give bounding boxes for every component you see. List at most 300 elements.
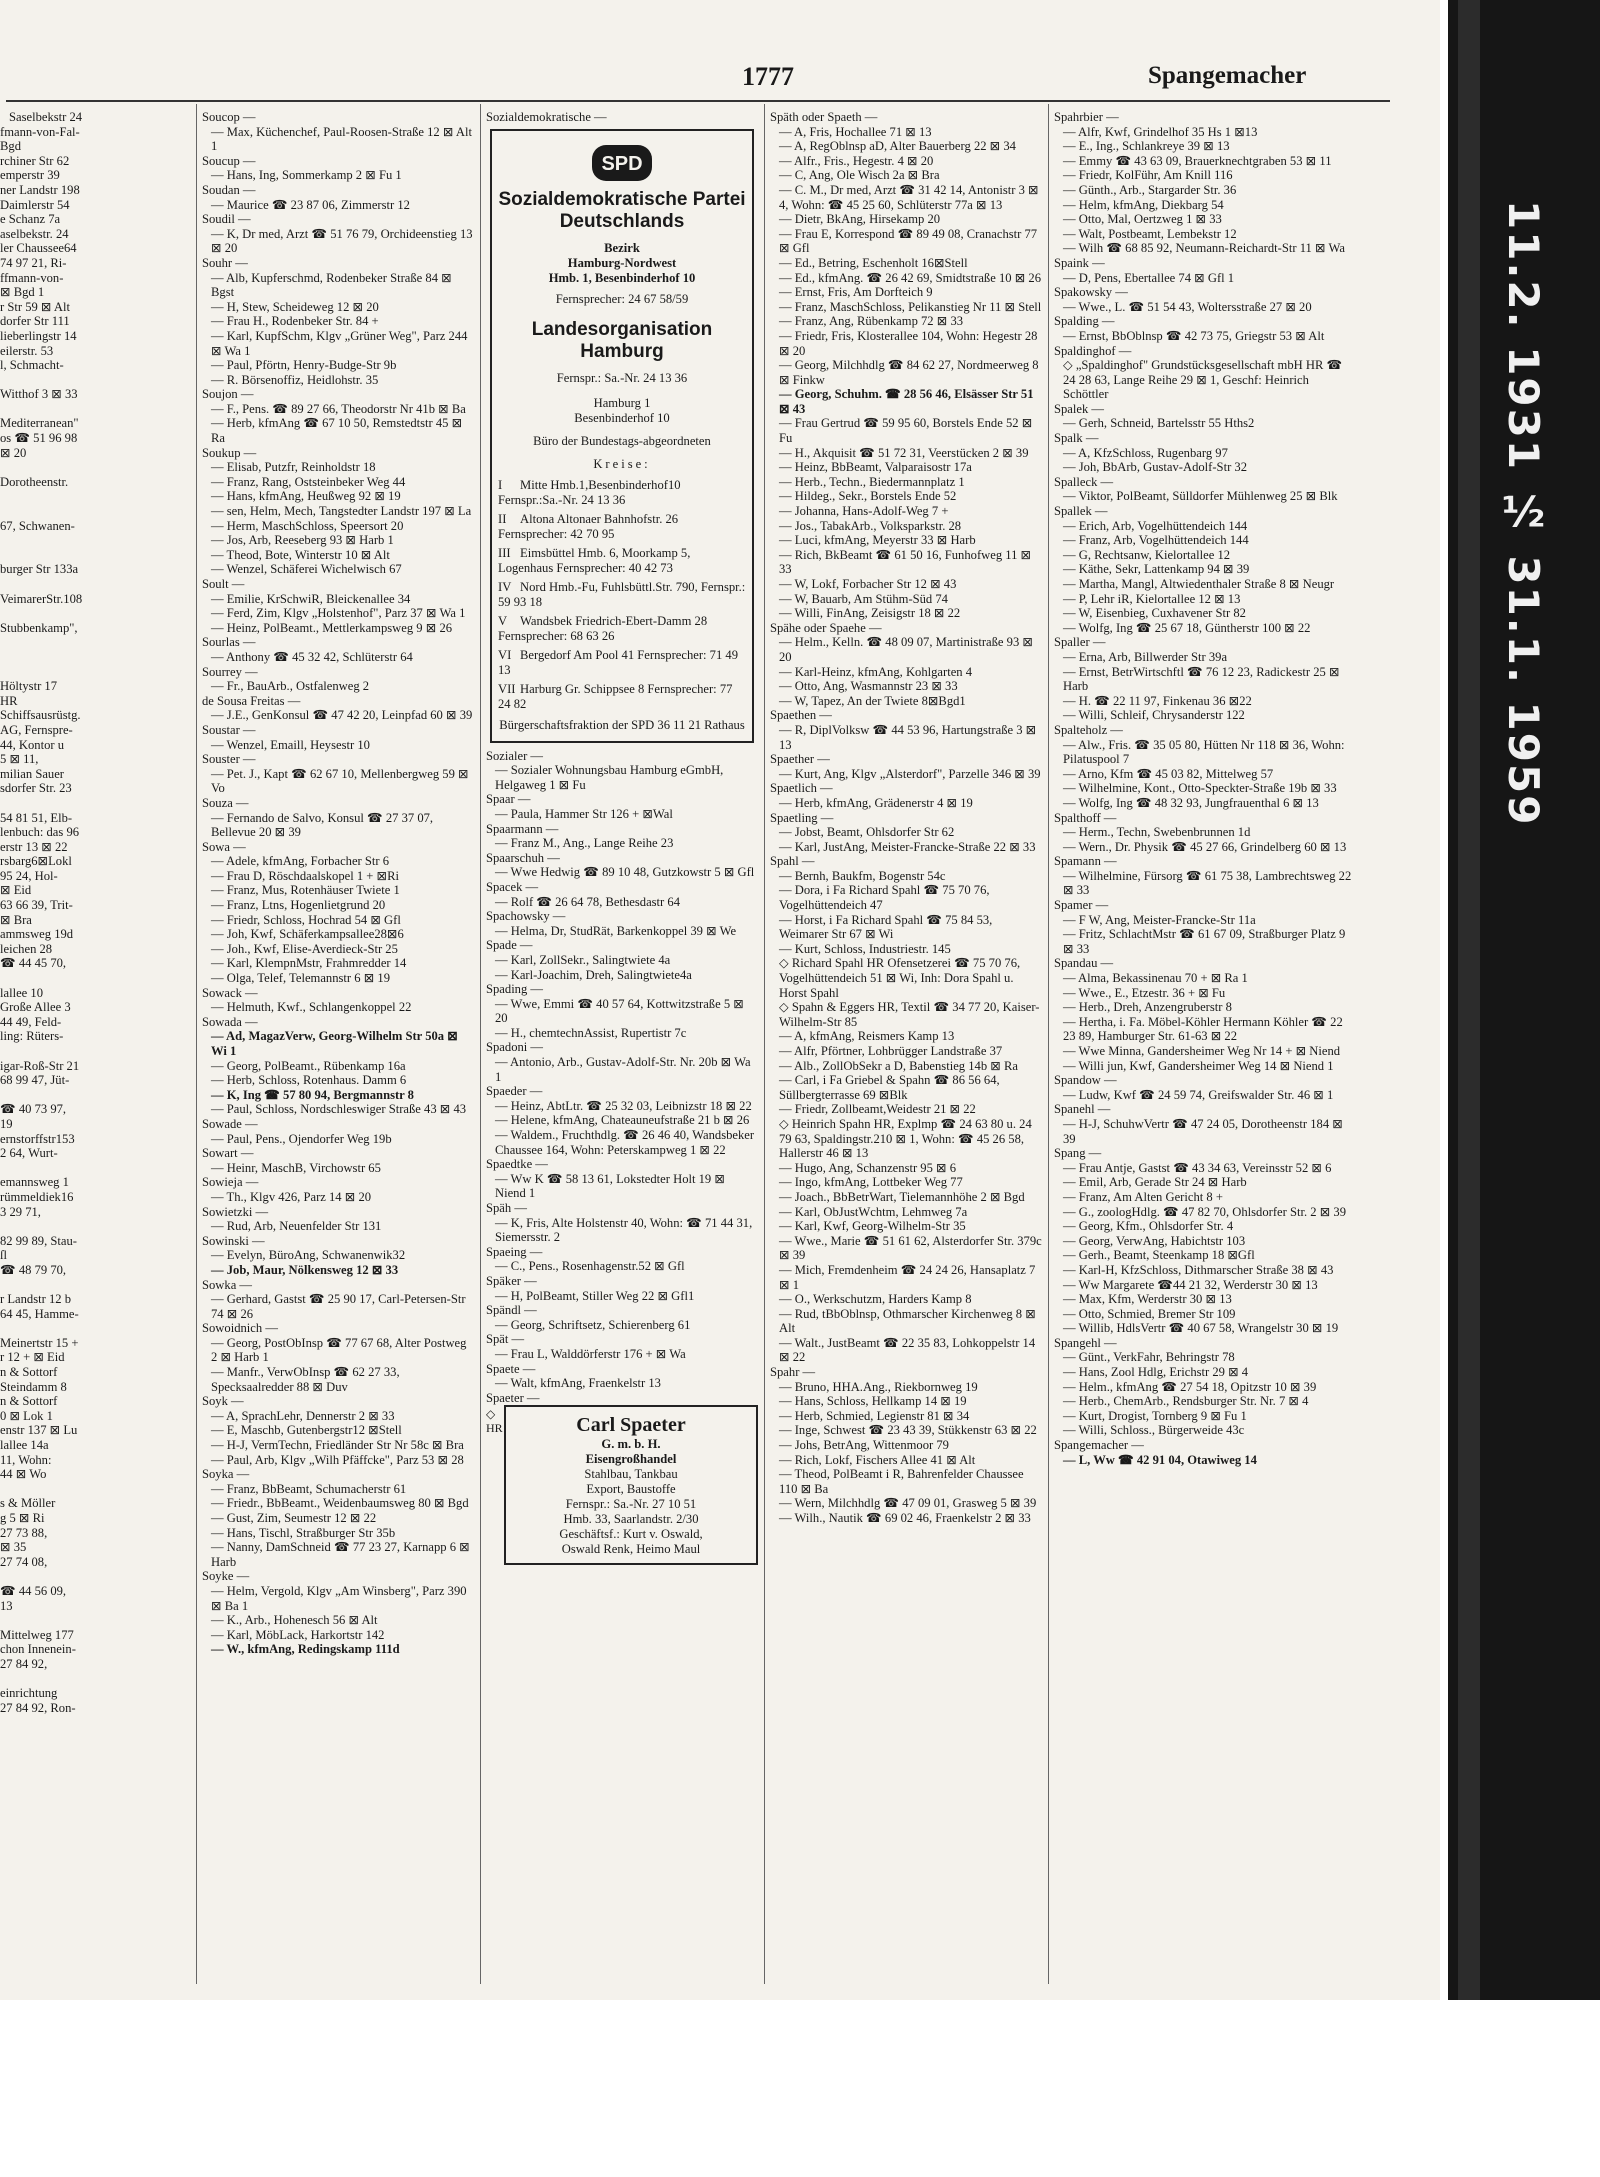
entry-heading: Spakowsky — [1054,285,1128,300]
entry-heading: Spalleck — [1054,474,1114,489]
directory-entry: — Georg, Schuhm. ☎ 28 56 46, Elsässer Str 51 ⊠ 43 [779,387,1034,416]
directory-entry: — Franz, MaschSchloss, Pelikanstieg Nr 11 ⊠ Stell [779,299,1042,314]
directory-entry: — Anthony ☎ 45 32 42, Schlüterstr 64 [211,649,413,664]
directory-entry: — Jos., TabakArb., Volksparkstr. 28 [779,518,962,533]
entry-heading: 54 81 51, Elb- [0,810,73,825]
directory-entry: — Maurice ☎ 23 87 06, Zimmerstr 12 [211,197,410,212]
entry-heading: Spacek — [486,879,539,894]
directory-entry: — Helm., kfmAng ☎ 27 54 18, Opitzstr 10 ⊠ 39 [1063,1379,1317,1394]
directory-entry: — Hans, Tischl, Straßburger Str 35b [211,1525,396,1540]
directory-entry: — Karl, JustAng, Meister-Francke-Straße 22 ⊠ 33 [779,839,1036,854]
spaeter-line: Export, Baustoffe [586,1482,676,1497]
entry-heading: Spaller — [1054,635,1106,650]
directory-entry: — Karl, KlempnMstr, Frahmredder 14 [211,956,407,971]
directory-entry: — W, Eisenbieg, Cuxhavener Str 82 [1063,606,1246,621]
directory-entry: — Hertha, i. Fa. Möbel-Köhler Hermann Köhler ☎ 22 23 89, Hamburger Str. 61-63 ⊠ 22 [1063,1014,1343,1044]
directory-entry: — Ad, MagazVerw, Georg-Wilhelm Str 50a ⊠ Wi 1 [211,1029,458,1058]
directory-entry: — W, Tapez, An der Twiete 8⊠Bgd1 [779,693,966,708]
directory-entry: — Carl, i Fa Griebel & Spahn ☎ 86 56 64, Süllbergterrasse 69 ⊠Blk [779,1073,1000,1102]
directory-entry: — Fr., BauArb., Ostfalenweg 2 [211,679,370,694]
directory-entry: — Fernando de Salvo, Konsul ☎ 27 37 07, Bellevue 20 ⊠ 39 [211,810,434,840]
entry-heading: n & Sottorf [0,1394,58,1409]
ad-city: Hamburg 1 [593,395,651,410]
directory-entry: — Herm, MaschSchloss, Speersort 20 [211,518,404,533]
entry-heading: Spallek — [1054,504,1108,519]
directory-entry: ◇ Richard Spahl HR Ofensetzerei ☎ 75 70 76, Vogelhüttendeich 51 ⊠ Wi, Inh: Dora Spahl u. Horst Spahl [779,956,1021,1000]
column-4 [1054,110,1354,1980]
entry-heading: Spanehl — [1054,1102,1111,1117]
directory-entry: — Alfr, Pförtner, Lohbrügger Landstraße 37 [779,1044,1003,1058]
entry-heading: ling: Rüters- [0,1029,64,1044]
binding-stamp: 11.2. 1931 ½ 31.1. 1959 [1499,200,1548,827]
entry-heading: l, Schmacht- [0,358,64,373]
entry-heading: Spang — [1054,1146,1102,1161]
entry-heading: Spät — [486,1332,525,1347]
directory-entry: — Heinr, MaschB, Virchowstr 65 [211,1160,381,1175]
directory-entry: — Heinz, PolBeamt., Mettlerkampsweg 9 ⊠ 26 [211,620,453,635]
entry-heading [0,796,190,811]
entry-heading: Sowade — [202,1116,258,1131]
entry-heading [0,1219,190,1234]
directory-entry: — Elisab, Putzfr, Reinholdstr 18 [211,460,376,475]
entry-heading: leichen 28 [0,941,53,956]
directory-entry: — Wolfg, Ing ☎ 48 32 93, Jungfrauenthal 6 ⊠ 13 [1063,795,1319,810]
entry-heading: 2 64, Wurt- [0,1146,58,1161]
directory-entry: — Joh, BbArb, Gustav-Adolf-Str 32 [1063,460,1247,475]
header-rule [6,100,1390,102]
directory-entry: — Rich, Lokf, Fischers Allee 41 ⊠ Alt [779,1452,976,1467]
running-head: Spangemacher [1148,62,1307,89]
ad-phone: Fernsprecher: 24 67 58/59 [555,291,689,306]
binding-strip [1458,0,1480,2000]
spaeter-marker: ◇ HR [486,1407,503,1436]
directory-entry: — sen, Helm, Mech, Tangstedter Landstr 197 ⊠ La [211,504,472,519]
directory-entry: — Emil, Arb, Gerade Str 24 ⊠ Harb [1063,1175,1247,1190]
directory-entry: — Wilhelmine, Kont., Otto-Speckter-Straße 19b ⊠ 33 [1063,781,1337,796]
directory-entry: — Alma, Bekassinenau 70 + ⊠ Ra 1 [1063,971,1248,986]
directory-entry: — Willib, HdlsVertr ☎ 40 67 58, Wrangelstr 30 ⊠ 19 [1063,1321,1339,1336]
directory-entry: — Franz, BbBeamt, Schumacherstr 61 [211,1481,407,1496]
directory-entry: — Helene, kfmAng, Chateauneufstraße 21 b ⊠ 26 [495,1113,750,1128]
entry-heading: ⊠ 35 [0,1540,27,1555]
entry-heading [0,402,190,417]
directory-entry: — Alb., ZollObSekr a D, Babenstieg 14b ⊠ Ra [779,1058,1018,1073]
entry-heading: lenbuch: das 96 [0,825,80,840]
directory-entry: — Franz, Rang, Oststeinbeker Weg 44 [211,474,406,489]
column-divider [196,104,197,1984]
entry-heading: rchiner Str 62 [0,153,70,168]
entry-heading: Spalthoff — [1054,810,1117,825]
entry-heading [0,1088,190,1103]
entry-heading [0,460,190,475]
entry-heading: Souza — [202,795,249,810]
entry-heading: ⊠ Eid [0,883,32,898]
entry-heading: burger Str 133a [0,562,79,577]
directory-entry: — Frau H., Rodenbeker Str. 84 + [211,314,379,329]
directory-entry: — F W, Ang, Meister-Francke-Str 11a [1063,912,1256,927]
directory-entry: — Hans, kfmAng, Heußweg 92 ⊠ 19 [211,489,401,504]
directory-entry: — Walt, kfmAng, Fraenkelstr 13 [495,1376,661,1391]
directory-entry: — Helma, Dr, StudRät, Barkenkoppel 39 ⊠ We [495,923,737,938]
entry-heading: Sowka — [202,1277,253,1292]
entry-heading: ⊠ 20 [0,445,27,460]
directory-entry: — Theod, PolBeamt i R, Bahrenfelder Chaussee 110 ⊠ Ba [779,1467,1024,1496]
directory-entry: — G., zoologHdlg. ☎ 47 82 70, Ohlsdorfer Str. 2 ⊠ 39 [1063,1204,1346,1219]
entry-heading: ner Landstr 198 [0,182,80,197]
directory-entry: — Theod, Bote, Winterstr 10 ⊠ Alt [211,547,390,562]
directory-entry: — Rud, Arb, Neuenfelder Str 131 [211,1219,382,1234]
kreis-text: Nord Hmb.-Fu, Fuhlsbüttl.Str. 790, Fernspr.: 59 93 18 [498,579,746,609]
directory-entry: — Ed., Betring, Eschenholt 16⊠Stell [779,255,968,270]
entry-heading: Spahrbier — [1054,110,1119,124]
directory-entry: — Frau L, Walddörferstr 176 + ⊠ Wa [495,1346,686,1361]
entry-heading: Spaar — [486,792,531,807]
entry-heading: s & Möller [0,1496,56,1511]
entry-heading: Soudan — [202,182,256,197]
directory-entry: — Kurt, Schloss, Industriestr. 145 [779,941,951,956]
directory-entry: — Ernst, BbOblnsp ☎ 42 73 75, Griegstr 53 ⊠ Alt [1063,328,1325,343]
entry-heading: Schiffsausrüstg. [0,708,81,723]
directory-entry: — Paul, Schloss, Nordschleswiger Straße 43 ⊠ 43 [211,1102,467,1117]
directory-entry: — H., chemtechnAssist, Rupertistr 7c [495,1025,687,1040]
directory-entry: — Günth., Arb., Stargarder Str. 36 [1063,182,1237,197]
directory-entry: — Hans, Schloss, Hellkamp 14 ⊠ 19 [779,1394,967,1409]
directory-entry: — Frau Antje, Gastst ☎ 43 34 63, Vereinsstr 52 ⊠ 6 [1063,1160,1332,1175]
directory-entry: — Karl, MöbLack, Harkortstr 142 [211,1627,385,1642]
spaeter-line: G. m. b. H. [601,1437,661,1452]
directory-entry: — Nanny, DamSchneid ☎ 77 23 27, Karnapp 6 ⊠ Harb [211,1540,470,1569]
directory-entry: — C, Ang, Ole Wisch 2a ⊠ Bra [779,168,940,183]
entry-heading: Steindamm 8 [0,1379,67,1394]
directory-entry: — H. ☎ 22 11 97, Finkenau 36 ⊠22 [1063,693,1252,708]
entry-heading: Spading — [486,982,544,997]
directory-entry: — A, SprachLehr, Dennerstr 2 ⊠ 33 [211,1408,395,1423]
spaeter-line: Eisengroßhandel [585,1452,677,1467]
entry-heading: 74 97 21, Ri- [0,255,67,270]
entry-heading: Soucop — [202,110,256,124]
directory-entry: — E, Maschb, Gutenbergstr12 ⊠Stell [211,1423,402,1438]
directory-entry: — Erich, Arb, Vogelhüttendeich 144 [1063,518,1248,533]
entry-heading: lallee 14a [0,1438,49,1453]
kreis-text: Bergedorf Am Pool 41 Fernsprecher: 71 49 13 [498,647,739,677]
entry-heading: e Schanz 7a [0,212,61,227]
entry-heading: emperstr 39 [0,168,60,183]
directory-entry: — Alfr., Fris., Hegestr. 4 ⊠ 20 [779,153,934,168]
directory-entry: — Franz, Arb, Vogelhüttendeich 144 [1063,533,1249,548]
entry-heading [0,665,190,680]
entry-heading: 44 ⊠ Wo [0,1467,47,1482]
entry-heading: 95 24, Hol- [0,868,58,883]
entry-heading: erstr 13 ⊠ 22 [0,839,68,854]
directory-entry: — Bruno, HHA.Ang., Riekbornweg 19 [779,1379,978,1394]
directory-entry: — Bernh, Baukfm, Bogenstr 54c [779,868,946,883]
entry-heading: Soujon — [202,387,254,402]
directory-entry: — Wilhelmine, Fürsorg ☎ 61 75 38, Lambrechtsweg 22 ⊠ 33 [1063,868,1352,898]
directory-entry: — Franz M., Ang., Lange Reihe 23 [495,836,674,851]
directory-entry: — Georg, PostObInsp ☎ 77 67 68, Alter Postweg 2 ⊠ Harb 1 [211,1335,467,1365]
entry-heading: ler Chaussee64 [0,241,77,256]
kreis-item [498,614,746,644]
entry-heading: Spaeing — [486,1244,543,1259]
entry-heading: Stubbenkamp", [0,620,78,635]
directory-entry: — Wwe., E., Etzestr. 36 + ⊠ Fu [1063,985,1226,1000]
entry-heading: Sourlas — [202,635,256,650]
column-divider [764,104,765,1984]
entry-heading [0,373,190,388]
directory-entry: — A, Fris, Hochallee 71 ⊠ 13 [779,124,932,139]
directory-entry: — Herb., Techn., Biedermannplatz 1 [779,474,965,489]
entry-heading: Späker — [486,1273,537,1288]
entry-heading: Höltystr 17 [0,679,58,694]
entry-heading: g 5 ⊠ Ri [0,1511,45,1525]
directory-entry: — H., Akquisit ☎ 51 72 31, Veerstücken 2 ⊠ 39 [779,445,1029,460]
entry-heading: Sowa — [202,839,246,854]
entry-heading: Spalek — [1054,401,1105,416]
directory-entry: — Alfr, Kwf, Grindelhof 35 Hs 1 ⊠13 [1063,124,1258,139]
directory-entry: — Max, Kfm, Werderstr 30 ⊠ 13 [1063,1292,1232,1307]
directory-entry: — A, kfmAng, Reismers Kamp 13 [779,1029,955,1044]
entry-heading: r Landstr 12 b [0,1292,71,1307]
entry-heading: Mittelweg 177 [0,1627,74,1642]
directory-entry: — Otto, Mal, Oertzweg 1 ⊠ 33 [1063,212,1222,227]
entry-heading [0,489,190,504]
entry-heading: ☎ 40 73 97, [0,1102,67,1117]
directory-entry: — Paula, Hammer Str 126 + ⊠Wal [495,806,673,821]
directory-entry: — F., Pens. ☎ 89 27 66, Theodorstr Nr 41b ⊠ Ba [211,401,466,416]
entry-heading: Souster — [202,752,256,767]
column-1 [202,110,474,1980]
entry-heading: dorfer Str 111 [0,314,70,329]
directory-entry: — Herb., Dreh, Anzengruberstr 8 [1063,1000,1232,1015]
entry-heading: 27 84 92, [0,1656,48,1671]
directory-entry: — P, Lehr iR, Kielortallee 12 ⊠ 13 [1063,591,1241,606]
directory-entry: — Helm, Vergold, Klgv „Am Winsberg", Parz 390 ⊠ Ba 1 [211,1583,467,1613]
directory-entry: — Paul, Pförtn, Henry-Budge-Str 9b [211,358,397,373]
entry-heading [0,577,190,592]
directory-entry: — Friedr, Zollbeamt,Weidestr 21 ⊠ 22 [779,1102,976,1117]
directory-entry: — Erna, Arb, Billwerder Str 39a [1063,649,1228,664]
entry-heading: Spaete — [486,1361,536,1376]
directory-entry: — Karl-Heinz, kfmAng, Kohlgarten 4 [779,664,973,679]
entry-heading [0,971,190,986]
ad-footer: Bürgerschaftsfraktion der SPD 36 11 21 Rathaus [499,717,745,732]
entry-heading: Spaether — [770,752,830,767]
directory-entry: — Ferd, Zim, Klgv „Holstenhof", Parz 37 ⊠ Wa 1 [211,606,466,621]
entry-heading: Soudil — [202,212,251,227]
entry-heading: ⊠ Bgd 1 [0,285,45,300]
directory-entry: — Ingo, kfmAng, Lottbeker Weg 77 [779,1175,963,1190]
directory-entry: — Wilh., Nautik ☎ 69 02 46, Fraenkelstr 2 ⊠ 33 [779,1511,1031,1525]
directory-entry: — Walt., JustBeamt ☎ 22 35 83, Lohkoppelstr 14 ⊠ 22 [779,1335,1036,1365]
directory-entry: — Jobst, Beamt, Ohlsdorfer Str 62 [779,825,955,840]
entry-heading: ammsweg 19d [0,927,74,942]
directory-entry: — Wwe, Emmi ☎ 40 57 64, Kottwitzstraße 5 ⊠ 20 [495,996,744,1026]
directory-entry: — Willi, Schleif, Chrysanderstr 122 [1063,708,1245,723]
directory-entry: — Gerh., Beamt, Steenkamp 18 ⊠Gfl [1063,1248,1255,1263]
entry-heading: Soukup — [202,445,257,460]
entry-heading: 19 [0,1116,13,1131]
entry-heading: ⊠ Bra [0,912,32,927]
directory-entry: — Dora, i Fa Richard Spahl ☎ 75 70 76, Vogelhüttendeich 47 [779,883,990,913]
spd-logo-icon [582,143,662,183]
ad-address: Hmb. 1, Besenbinderhof 10 [548,270,696,285]
entry-heading: Sozialer — [486,748,544,763]
directory-entry: — Hans, Ing, Sommerkamp 2 ⊠ Fu 1 [211,168,402,183]
svg-text:SPD: SPD [601,152,643,175]
directory-entry: — J.E., GenKonsul ☎ 47 42 20, Leinpfad 60 ⊠ 39 [211,708,473,723]
entry-heading: Sourrey — [202,664,258,679]
kreis-number: II [498,511,507,526]
entry-heading: Spangehl — [1054,1335,1117,1350]
entry-heading: Soucup — [202,153,256,168]
entry-heading: Spalding — [1054,314,1115,329]
directory-entry: — Paul, Pens., Ojendorfer Weg 19b [211,1131,392,1146]
directory-entry: — Wwe., L. ☎ 51 54 43, Woltersstraße 27 ⊠ 20 [1063,299,1312,314]
kreis-item [498,648,746,678]
entry-heading: 5 ⊠ 11, [0,752,39,767]
directory-entry: — Olga, Telef, Telemannstr 6 ⊠ 19 [211,971,390,986]
directory-entry: — Wilh ☎ 68 85 92, Neumann-Reichardt-Str 11 ⊠ Wa [1063,241,1345,256]
directory-entry: — Pet. J., Kapt ☎ 62 67 10, Mellenbergweg 59 ⊠ Vo [211,766,469,796]
directory-entry: — Friedr, Schloss, Hochrad 54 ⊠ Gfl [211,912,401,927]
directory-entry: — Wern, Milchhdlg ☎ 47 09 01, Grasweg 5 ⊠ 39 [779,1496,1037,1511]
directory-entry: ◇ Heinrich Spahn HR, Explmp ☎ 24 63 80 u. 24 79 63, Spaldingstr.210 ⊠ 1, Wohn: ☎ 45 26 58, Hallerstr 46 ⊠ 13 [779,1116,1032,1161]
directory-entry: — H, PolBeamt, Stiller Weg 22 ⊠ Gfl1 [495,1288,695,1303]
directory-entry: — D, Pens, Ebertallee 74 ⊠ Gfl 1 [1063,270,1235,285]
entry-heading: Soyka — [202,1467,250,1482]
entry-heading: eilerstr. 53 [0,343,54,358]
entry-heading: Spaeder — [486,1084,543,1099]
entry-heading [0,1672,190,1687]
directory-entry: — L, Ww ☎ 42 91 04, Otawiweg 14 [1063,1452,1257,1467]
directory-entry: — Otto, Ang, Wasmannstr 23 ⊠ 33 [779,679,958,694]
directory-entry: — Martha, Mangl, Altwiedenthaler Straße 8 ⊠ Neugr [1063,577,1335,591]
directory-entry: — Kurt, Drogist, Tornberg 9 ⊠ Fu 1 [1063,1408,1247,1423]
directory-entry: — Johanna, Hans-Adolf-Weg 7 + [779,504,949,519]
entry-heading: Witthof 3 ⊠ 33 [0,387,78,402]
directory-entry: — Hugo, Ang, Schanzenstr 95 ⊠ 6 [779,1160,957,1175]
entry-heading: sdorfer Str. 23 [0,781,72,796]
directory-entry: ◇ „Spaldinghof" Grundstücksgesellschaft mbH HR ☎ 24 28 63, Lange Reihe 29 ⊠ 1, Geschf: Heinrich Schöttler [1063,358,1343,402]
entry-heading: 68 99 47, Jüt- [0,1073,70,1088]
directory-entry: — Friedr, KolFühr, Am Knill 116 [1063,168,1233,183]
entry-heading: lieberlingstr 14 [0,328,77,343]
directory-entry: — Georg, Schriftsetz, Schierenberg 61 [495,1317,691,1332]
entry-heading: Spähe oder Spaehe — [770,620,882,635]
directory-entry: — Helm., Kelln. ☎ 48 09 07, Martinistraße 93 ⊠ 20 [779,635,1033,664]
ad-kreise-list [498,478,746,712]
ad-kreise-heading: Kreise: [593,456,651,471]
directory-entry: — Sozialer Wohnungsbau Hamburg eGmbH, Helgaweg 1 ⊠ Fu [495,763,724,792]
entry-heading: r Str 59 ⊠ Alt [0,299,71,314]
spd-advertisement [490,129,754,743]
entry-heading [0,548,190,563]
directory-entry: — Günt., VerkFahr, Behringstr 78 [1063,1350,1235,1365]
page-number: 1777 [742,62,794,91]
directory-entry: — Heinz, BbBeamt, Valparaisostr 17a [779,460,972,475]
kreis-text: Harburg Gr. Schippsee 8 Fernsprecher: 77 24 82 [498,681,733,711]
kreis-text: Altona Altonaer Bahnhofstr. 26 Fernsprecher: 42 70 95 [498,511,679,541]
directory-entry: — Adele, kfmAng, Forbacher Str 6 [211,854,390,869]
entry-heading: Sozialdemokratische — [486,110,607,124]
entry-heading: 0 ⊠ Lok 1 [0,1408,53,1423]
kreis-item [498,682,746,712]
ad-office: Büro der Bundestags-abgeordneten [533,433,711,448]
entry-heading: Mediterranean" [0,416,79,431]
entry-heading [0,1321,190,1336]
spaeter-line: Fernspr.: Sa.-Nr. 27 10 51 [565,1497,697,1512]
directory-entry: — Otto, Schmied, Bremer Str 109 [1063,1306,1236,1321]
spaeter-line: Hmb. 33, Saarlandstr. 2/30 [563,1512,699,1527]
directory-entry: — Herb., ChemArb., Rendsburger Str. Nr. 7 ⊠ 4 [1063,1394,1309,1409]
directory-entry: — Luci, kfmAng, Meyerstr 33 ⊠ Harb [779,533,976,548]
entry-heading: ☎ 44 56 09, [0,1583,67,1598]
directory-entry: — Ernst, Fris, Am Dorfteich 9 [779,285,933,300]
entry-heading: rümmeldiek16 [0,1189,74,1204]
directory-entry: — Manfr., VerwObInsp ☎ 62 27 33, Specksaalredder 88 ⊠ Duv [211,1365,400,1394]
directory-entry: — Th., Klgv 426, Parz 14 ⊠ 20 [211,1189,372,1204]
ad-bezirk: Bezirk [604,240,640,255]
entry-heading: Soult — [202,577,245,591]
directory-entry: — Georg, Kfm., Ohlsdorfer Str. 4 [1063,1219,1234,1234]
entry-heading: Sowietzki — [202,1204,269,1219]
directory-entry: — K, Fris, Alte Holstenstr 40, Wohn: ☎ 71 44 31, Siemersstr. 2 [495,1215,753,1245]
entry-heading: 3 29 71, [0,1204,41,1219]
directory-entry: — Ww Margarete ☎44 21 32, Werderstr 30 ⊠ 13 [1063,1277,1318,1292]
entry-heading: Spaetlich — [770,781,833,796]
book-binding [1448,0,1600,2000]
kreis-item [498,478,746,508]
entry-heading: Spandau — [1054,956,1114,971]
entry-heading: Große Allee 3 [0,1000,71,1015]
directory-entry: — K., Arb., Hohenesch 56 ⊠ Alt [211,1613,378,1628]
directory-entry: — Kurt, Ang, Klgv „Alsterdorf", Parzelle 346 ⊠ 39 [779,766,1041,781]
directory-entry: — R, DiplVolksw ☎ 44 53 96, Hartungstraße 3 ⊠ 13 [779,722,1037,752]
entry-heading: Spalk — [1054,431,1099,446]
entry-heading: 44, Kontor u [0,737,65,752]
entry-heading [0,1569,190,1584]
entry-heading: Dorotheenstr. [0,474,69,489]
directory-entry: — K, Dr med, Arzt ☎ 51 76 79, Orchideenstieg 13 ⊠ 20 [211,226,473,256]
directory-entry: — Karl, ObJustWchtm, Lehmweg 7a [779,1204,968,1219]
entry-heading: Spaarschuh — [486,850,560,865]
directory-entry: — W, Bauarb, Am Stühm-Süd 74 [779,591,948,606]
entry-heading: de Sousa Freitas — [202,693,301,708]
spaeter-line: Oswald Renk, Heimo Maul [561,1542,701,1557]
entry-heading: Späth oder Spaeth — [770,110,878,124]
entry-heading: 27 73 88, [0,1525,48,1540]
entry-heading: emannsweg 1 [0,1175,69,1190]
directory-entry: — Walt, Postbeamt, Lembekstr 12 [1063,226,1237,241]
entry-heading: Spamann — [1054,854,1117,869]
kreis-number: IV [498,579,512,594]
directory-entry: — W, Lokf, Forbacher Str 12 ⊠ 43 [779,577,957,591]
directory-entry: — Rich, BkBeamt ☎ 61 50 16, Funhofweg 11 ⊠ 33 [779,547,1032,577]
ad-title-2: Landesorganisation Hamburg [531,318,713,362]
directory-entry: — Karl, KupfSchm, Klgv „Grüner Weg", Parz 244 ⊠ Wa 1 [211,328,468,358]
directory-entry: — Frau D, Röschdaalskopel 1 + ⊠Ri [211,868,400,883]
directory-entry: — Hildeg., Sekr., Borstels Ende 52 [779,489,957,504]
column-0 [0,110,190,1980]
entry-heading: Bgd [0,139,21,154]
entry-heading: rsbarg6⊠Lokl [0,854,72,869]
directory-entry: — G, Rechtsanw, Kielortallee 12 [1063,547,1231,562]
kreis-item [498,580,746,610]
directory-entry: — Helm, kfmAng, Diekbarg 54 [1063,197,1224,212]
directory-entry: — Joach., BbBetrWart, Tielemannhöhe 2 ⊠ Bgd [779,1189,1025,1204]
entry-heading: Spaetling — [770,810,834,825]
directory-entry: — Antonio, Arb., Gustav-Adolf-Str. Nr. 20b ⊠ Wa 1 [495,1055,751,1084]
